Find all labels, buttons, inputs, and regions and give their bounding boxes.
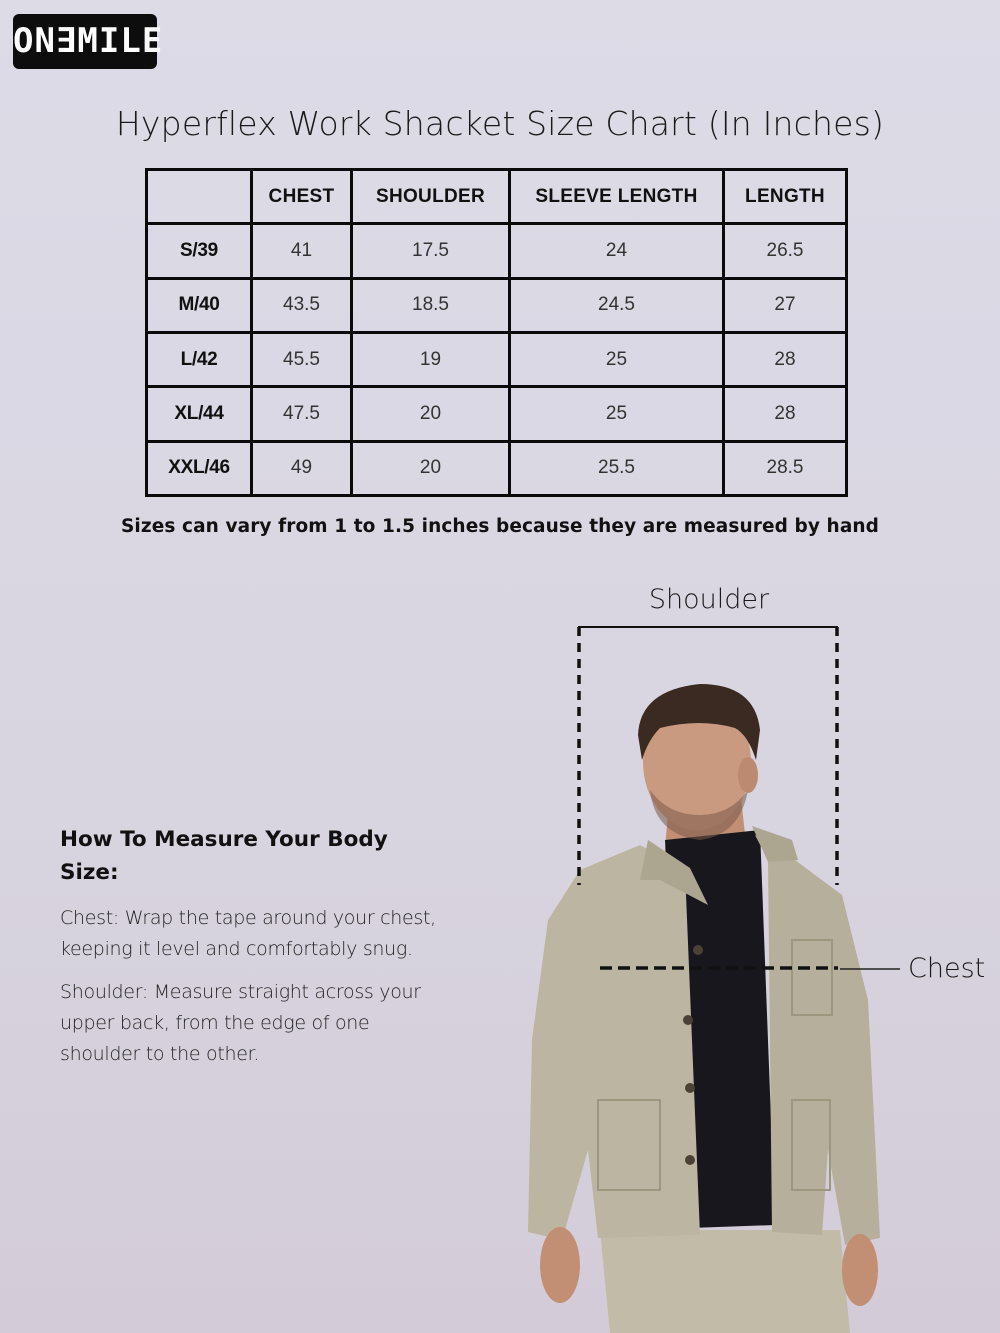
shoulder-instruction: Shoulder: Measure straight across your upper back, from the edge of one shoulder to the other. [60, 981, 421, 1065]
jacket-button [685, 1155, 695, 1165]
table-row [147, 332, 847, 386]
table-cell: 28 [724, 387, 847, 441]
table-cell: 25.5 [510, 441, 724, 495]
jacket-left [528, 845, 700, 1240]
table-row [147, 224, 847, 278]
table-cell: 24.5 [510, 278, 724, 332]
size-label: XL/44 [147, 387, 252, 441]
table-header-cell: SLEEVE LENGTH [510, 170, 724, 224]
table-header-cell [147, 170, 252, 224]
table-header-cell: CHEST [252, 170, 352, 224]
size-chart-table [145, 168, 848, 497]
jacket-button [693, 945, 703, 955]
measurement-note: Sizes can vary from 1 to 1.5 inches because they are measured by hand [120, 516, 880, 537]
table-header-cell: SHOULDER [352, 170, 510, 224]
table-cell: 20 [352, 441, 510, 495]
table-header-row [147, 170, 847, 224]
page-title: Hyperflex Work Shacket Size Chart (In Inches) [115, 104, 885, 143]
table-cell: 41 [252, 224, 352, 278]
left-hand [540, 1227, 580, 1303]
table-cell: 26.5 [724, 224, 847, 278]
pants [600, 1230, 850, 1333]
table-cell: 45.5 [252, 332, 352, 386]
size-label: XXL/46 [147, 441, 252, 495]
table-cell: 18.5 [352, 278, 510, 332]
table-cell: 43.5 [252, 278, 352, 332]
table-cell: 28.5 [724, 441, 847, 495]
table-row [147, 387, 847, 441]
size-label: L/42 [147, 332, 252, 386]
how-to-heading: How To Measure Your Body Size: [60, 827, 388, 885]
table-row [147, 441, 847, 495]
model-figure [500, 620, 1000, 1333]
how-to-measure [60, 823, 450, 1082]
ear [738, 757, 758, 793]
right-hand [842, 1234, 878, 1306]
jacket-right [755, 835, 880, 1245]
table-cell: 25 [510, 332, 724, 386]
table-cell: 20 [352, 387, 510, 441]
table-row [147, 278, 847, 332]
chest-label: Chest [908, 953, 986, 984]
table-cell: 28 [724, 332, 847, 386]
table-cell: 25 [510, 387, 724, 441]
table-cell: 27 [724, 278, 847, 332]
shoulder-label: Shoulder [648, 584, 770, 615]
table-header-cell: LENGTH [724, 170, 847, 224]
table-cell: 24 [510, 224, 724, 278]
brand-logo: ON∃MILE [13, 14, 157, 69]
table-cell: 49 [252, 441, 352, 495]
size-label: S/39 [147, 224, 252, 278]
jacket-button [685, 1083, 695, 1093]
chest-instruction: Chest: Wrap the tape around your chest, keeping it level and comfortably snug. [60, 907, 436, 960]
size-label: M/40 [147, 278, 252, 332]
jacket-button [683, 1015, 693, 1025]
table-cell: 47.5 [252, 387, 352, 441]
table-cell: 19 [352, 332, 510, 386]
table-cell: 17.5 [352, 224, 510, 278]
